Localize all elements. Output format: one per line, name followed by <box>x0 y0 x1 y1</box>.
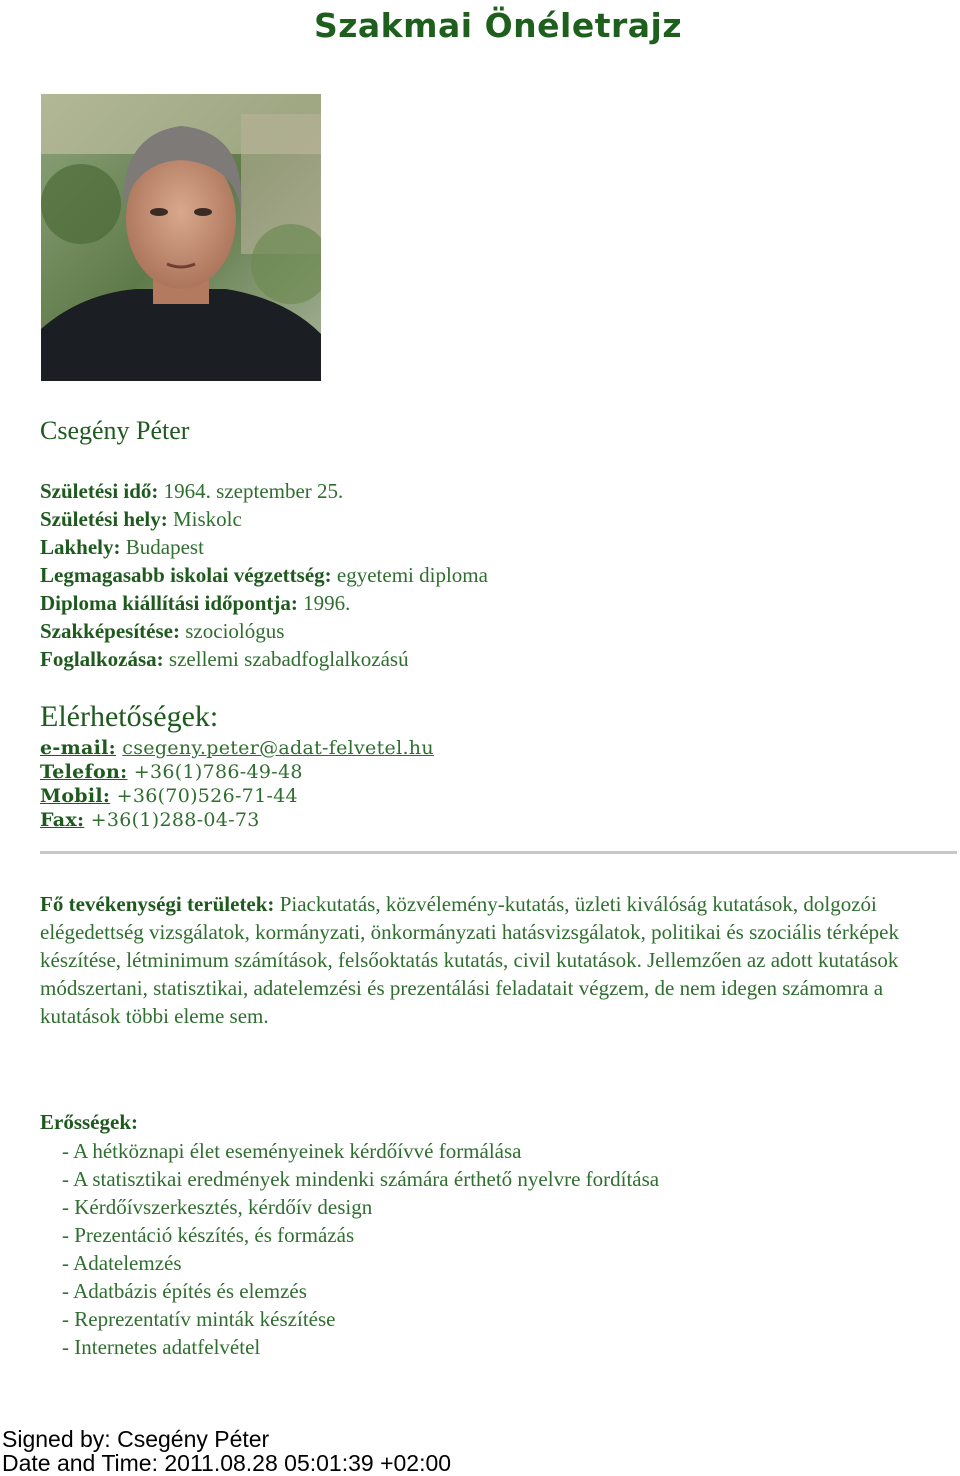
list-item: - Adatelemzés <box>62 1251 182 1275</box>
main-activities <box>40 890 940 1030</box>
qualification-row <box>40 617 488 645</box>
main-activities-label: Fő tevékenységi területek: <box>40 892 275 916</box>
field-label: Foglalkozása: <box>40 647 164 671</box>
field-value: 1996. <box>303 591 351 615</box>
personal-details <box>40 477 488 673</box>
signed-by: Signed by: Csegény Péter <box>2 1426 270 1452</box>
mobile-value: +36(70)526-71-44 <box>116 785 298 807</box>
field-value: Budapest <box>125 535 204 559</box>
list-item: - Reprezentatív minták készítése <box>62 1307 336 1331</box>
field-label: Szakképesítése: <box>40 619 180 643</box>
phone-label: Telefon: <box>40 761 128 783</box>
field-label: Születési hely: <box>40 507 168 531</box>
list-item: - A statisztikai eredmények mindenki számára érthető nyelvre fordítása <box>62 1167 660 1191</box>
diploma-date-row <box>40 589 488 617</box>
email-row <box>40 736 434 760</box>
field-label: Születési idő: <box>40 479 159 503</box>
signature-block <box>2 1427 451 1475</box>
list-item: - Internetes adatfelvétel <box>62 1335 261 1359</box>
field-value: Miskolc <box>172 507 242 531</box>
phone-row <box>40 760 434 784</box>
document-title: Szakmai Önéletrajz <box>313 6 683 45</box>
phone-value: +36(1)786-49-48 <box>133 761 303 783</box>
fax-value: +36(1)288-04-73 <box>90 809 260 831</box>
list-item: - Kérdőívszerkesztés, kérdőív design <box>62 1195 373 1219</box>
field-label: Lakhely: <box>40 535 121 559</box>
field-value: egyetemi diploma <box>336 563 488 587</box>
list-item: - Prezentáció készítés, és formázás <box>62 1223 355 1247</box>
strengths-heading: Erősségek: <box>40 1110 138 1134</box>
strengths-list <box>62 1137 659 1361</box>
portrait-photo <box>41 94 321 381</box>
divider <box>40 851 957 854</box>
person-name: Csegény Péter <box>40 416 190 445</box>
list-item: - Adatbázis építés és elemzés <box>62 1279 307 1303</box>
field-label: Legmagasabb iskolai végzettség: <box>40 563 332 587</box>
list-item: - A hétköznapi élet eseményeinek kérdőívvé formálása <box>62 1139 522 1163</box>
field-label: Diploma kiállítási időpontja: <box>40 591 298 615</box>
email-label: e-mail: <box>40 737 116 759</box>
occupation-row <box>40 645 488 673</box>
email-link[interactable]: csegeny.peter@adat-felvetel.hu <box>122 737 434 759</box>
mobile-label: Mobil: <box>40 785 111 807</box>
contact-details <box>40 736 434 832</box>
field-value: szellemi szabadfoglalkozású <box>168 647 409 671</box>
contact-heading: Elérhetőségek: <box>40 700 219 733</box>
field-value: szociológus <box>185 619 285 643</box>
birth-place-row <box>40 505 488 533</box>
field-value: 1964. szeptember 25. <box>163 479 344 503</box>
residence-row <box>40 533 488 561</box>
signature-date: Date and Time: 2011.08.28 05:01:39 +02:00 <box>2 1450 452 1476</box>
fax-label: Fax: <box>40 809 85 831</box>
education-row <box>40 561 488 589</box>
birth-date-row <box>40 477 488 505</box>
fax-row <box>40 808 434 832</box>
mobile-row <box>40 784 434 808</box>
main-activities-text: Piackutatás, közvélemény-kutatás, üzleti kiválóság kutatások, dolgozói elégedettség vizsgálatok, kormányzati, önkormányzati hatásvizsgálatok, politikai és szociális térképek készítése, létminimum számítások, felsőoktatás kutatás, civil kutatások. Jellemzően az adott kutatások módszertani, statisztikai, adatelemzési és prezentálási feladatait végzem, de nem idegen számomra a kutatások többi eleme sem. <box>40 892 899 1028</box>
